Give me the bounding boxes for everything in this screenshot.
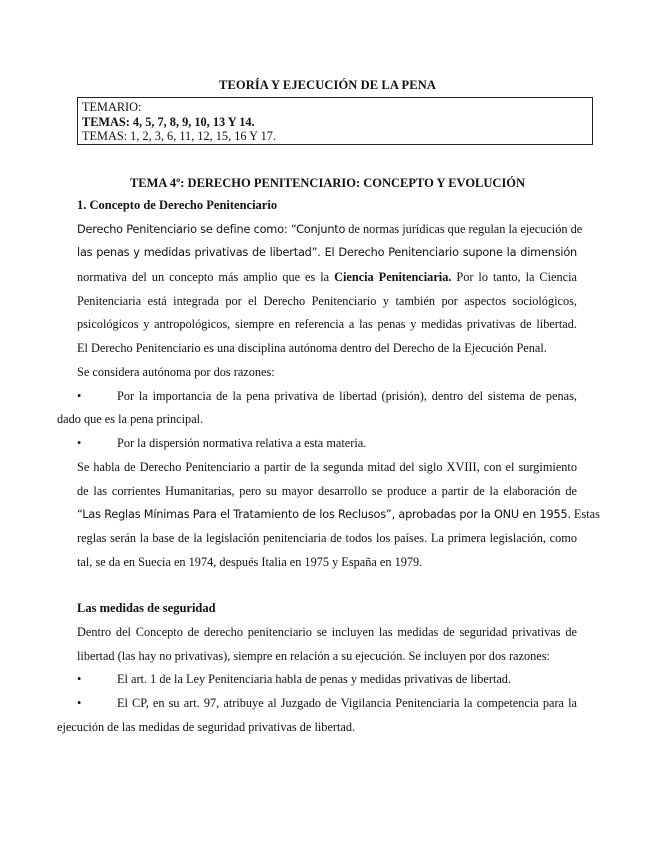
text-run: Por lo tanto, la Ciencia — [451, 270, 577, 284]
paragraph-line: Penitenciaria está integrada por el Derecho Penitenciario y también por aspectos sociológicos, — [77, 294, 577, 308]
bold-term: Ciencia Penitenciaria. — [334, 270, 452, 284]
paragraph-line: de las corrientes Humanitarias, pero su mayor desarrollo se produce a partir de la elaboración de — [77, 484, 577, 498]
section-heading-medidas: Las medidas de seguridad — [77, 601, 216, 615]
paragraph-line: reglas serán la base de la legislación penitenciaria de todos los países. La primera legislación, como — [77, 531, 577, 545]
bullet-marker: • — [77, 389, 82, 403]
paragraph-line: Se considera autónoma por dos razones: — [77, 365, 275, 379]
bullet-text: El art. 1 de la Ley Penitenciaria habla de penas y medidas privativas de libertad. — [117, 672, 512, 686]
bullet-marker: • — [77, 672, 82, 686]
bullet-text-cont: dado que es la pena principal. — [57, 412, 204, 426]
paragraph-line — [77, 222, 583, 237]
paragraph-line: tal, se da en Suecia en 1974, después Italia en 1975 y España en 1979. — [77, 555, 423, 569]
definition-text: Derecho Penitenciario se define como: “Conjunto — [77, 223, 346, 236]
document-title: TEORÍA Y EJECUCIÓN DE LA PENA — [219, 78, 436, 92]
paragraph-line: Dentro del Concepto de derecho penitenciario se incluyen las medidas de seguridad privativas de — [77, 625, 577, 639]
bullet-text: Por la importancia de la pena privativa de libertad (prisión), dentro del sistema de penas, — [117, 389, 577, 403]
paragraph-line: libertad (las hay no privativas), siempre en relación a su ejecución. Se incluyen por dos razones: — [77, 649, 550, 663]
tema-title: TEMA 4º: DERECHO PENITENCIARIO: CONCEPTO Y EVOLUCIÓN — [129, 176, 526, 190]
text-run: Estas — [570, 507, 600, 521]
temario-main-topics: TEMAS: 4, 5, 7, 8, 9, 10, 13 Y 14. — [82, 114, 255, 129]
text-run: normativa del un concepto más amplio que es la — [77, 270, 335, 284]
paragraph-line: psicológicos y antropológicos, siempre en referencia a las penas y medidas privativas de libertad. — [77, 317, 577, 331]
temario-label: TEMARIO: — [82, 100, 142, 114]
paragraph-line: El Derecho Penitenciario es una disciplina autónoma dentro del Derecho de la Ejecución Penal. — [77, 341, 547, 355]
bullet-text: Por la dispersión normativa relativa a esta materia. — [117, 436, 367, 450]
bullet-text: El CP, en su art. 97, atribuye al Juzgado de Vigilancia Penitenciaria la competencia para la — [117, 696, 577, 710]
section-heading-concepto: 1. Concepto de Derecho Penitenciario — [77, 198, 278, 212]
reglas-minimas-text: “Las Reglas Mínimas Para el Tratamiento de los Reclusos”, aprobadas por la ONU en 1955. — [77, 508, 571, 521]
paragraph-line: las penas y medidas privativas de libertad”. El Derecho Penitenciario supone la dimensión — [77, 246, 577, 259]
bullet-text-cont: ejecución de las medidas de seguridad privativas de libertad. — [57, 720, 356, 734]
paragraph-line — [77, 507, 600, 522]
paragraph-line — [77, 270, 577, 285]
definition-text-cont: de normas jurídicas que regulan la ejecución de — [345, 222, 583, 236]
temario-box — [77, 97, 593, 145]
bullet-marker: • — [77, 696, 82, 710]
temario-other-topics: TEMAS: 1, 2, 3, 6, 11, 12, 15, 16 Y 17. — [82, 129, 277, 143]
bullet-marker: • — [77, 436, 82, 450]
paragraph-line: Se habla de Derecho Penitenciario a partir de la segunda mitad del siglo XVIII, con el surgimiento — [77, 460, 577, 474]
